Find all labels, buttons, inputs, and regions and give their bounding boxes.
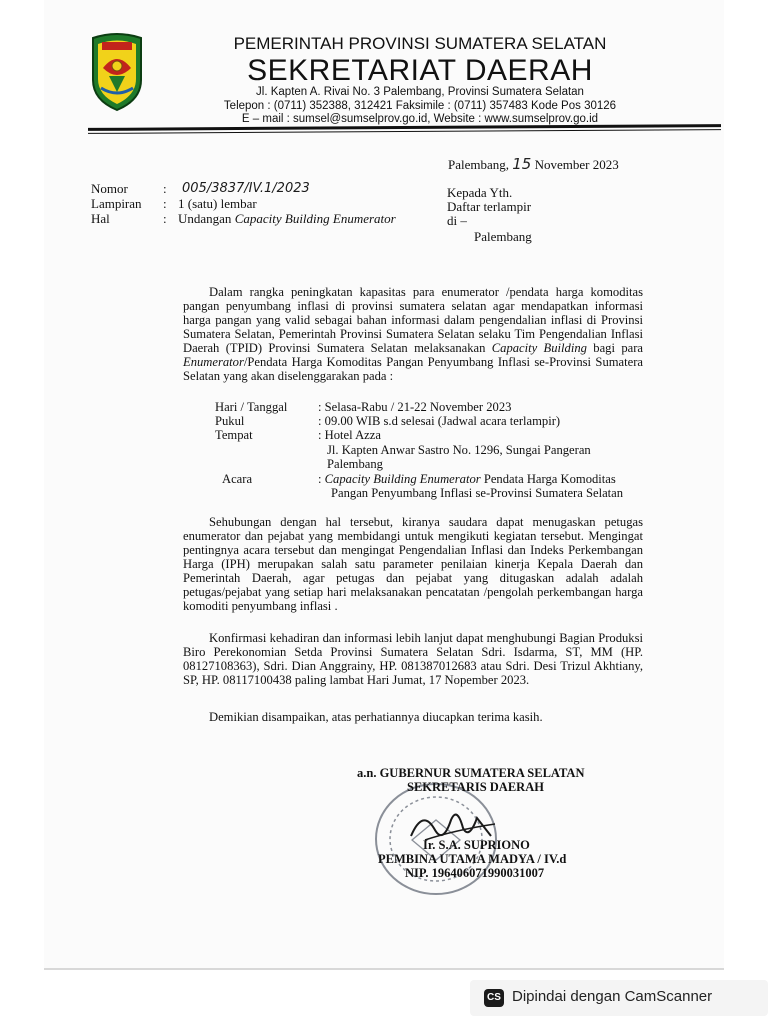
camscanner-text: Dipindai dengan CamScanner — [512, 988, 713, 1005]
hari-label: Hari / Tanggal — [215, 400, 288, 414]
hari-value: : Selasa-Rabu / 21-22 November 2023 — [318, 400, 512, 414]
signatory-rank: PEMBINA UTAMA MADYA / IV.d — [378, 852, 567, 866]
tempat-address-2: Palembang — [327, 457, 383, 471]
tempat-value: : Hotel Azza — [318, 428, 381, 442]
lampiran-label: Lampiran — [91, 196, 142, 211]
closing-sentence: Demikian disampaikan, atas perhatiannya diucapkan terima kasih. — [209, 710, 543, 724]
lampiran-value: 1 (satu) lembar — [178, 196, 257, 211]
signatory-title-1: a.n. GUBERNUR SUMATERA SELATAN — [357, 766, 585, 780]
body-paragraph-1: Dalam rangka peningkatan kapasitas para enumerator /pendata harga komoditas pangan penyumbang inflasi di provinsi sumatera selatan agar mendapatkan informasi harga pangan yang valid sebagai bahan informasi dalam pengendalian inflasi di Provinsi Sumatera Selatan, Pemerintah Provinsi Sumatera Selatan selaku Tim Pengendalian Inflasi Daerah (TPID) Provinsi Sumatera Selatan melaksanakan Capacity Building bagi para Enumerator/Pendata Harga Komoditas Pangan Penyumbang Inflasi se-Provinsi Sumatera Selatan yang akan diselenggarakan pada : — [183, 285, 643, 383]
pukul-label: Pukul — [215, 414, 245, 428]
handwritten-day: 15 — [512, 155, 532, 173]
recipient-line-4: Palembang — [474, 229, 532, 244]
tempat-label: Tempat — [215, 428, 253, 442]
pukul-value: : 09.00 WIB s.d selesai (Jadwal acara terlampir) — [318, 414, 561, 428]
body-paragraph-3: Konfirmasi kehadiran dan informasi lebih lanjut dapat menghubungi Bagian Produksi Biro Perekonomian Setda Provinsi Sumatera Selatan Sdri. Isdarma, ST, MM (HP. 08127108363), Sdri. Dian Anggrainy, HP. 081387012683 atau Sdri. Desi Trizul Akhtiany, SP, HP. 08117100438 paling lambat Hari Jumat, 17 Nopember 2023. — [183, 631, 643, 687]
acara-value-2: Pangan Penyumbang Inflasi se-Provinsi Sumatera Selatan — [331, 486, 624, 500]
letter-date: Palembang, 15 November 2023 — [448, 155, 619, 173]
nomor-label: Nomor — [91, 181, 128, 196]
nomor-value-handwritten: 005/3837/IV.1/2023 — [182, 181, 310, 196]
body-paragraph-2: Sehubungan dengan hal tersebut, kiranya saudara dapat menugaskan petugas enumerator dan pejabat yang membidangi untuk mengikuti kegiatan tersebut. Mengingat pentingnya acara tersebut dan mengingat Pengendalian Inflasi dan Indeks Perkembangan Harga (IPH) merupakan salah satu parameter penilaian kinerja Kepala Daerah dan Pemerintah Daerah, agar petugas dan pejabat yang ditugaskan adalah adalah petugas/pejabat yang setiap hari melaksanakan pencatatan /pengolah perkembangan harga komoditi penyumbang inflasi . — [183, 515, 643, 613]
recipient-line-3: di – — [447, 213, 467, 228]
page-edge — [44, 968, 724, 970]
phone-line: Telepon : (0711) 352388, 312421 Faksimile : (0711) 357483 Kode Pos 30126 — [223, 100, 617, 112]
camscanner-logo-icon: CS — [484, 989, 504, 1007]
signatory-nip: NIP. 196406071990031007 — [405, 866, 545, 880]
signatory-name: Ir. S.A. SUPRIONO — [423, 838, 530, 852]
tempat-address-1: Jl. Kapten Anwar Sastro No. 1296, Sungai Pangeran — [327, 443, 591, 457]
hal-value: Undangan Capacity Building Enumerator — [178, 211, 396, 226]
province-emblem-icon — [89, 32, 145, 112]
email-website-line: E – mail : sumsel@sumselprov.go.id, Website : www.sumselprov.go.id — [241, 113, 599, 125]
hal-label: Hal — [91, 211, 110, 226]
office-name: SEKRETARIAT DAERAH — [247, 54, 593, 87]
camscanner-watermark — [470, 980, 768, 1016]
acara-label: Acara — [222, 472, 253, 486]
acara-value: : Capacity Building Enumerator Pendata Harga Komoditas — [318, 472, 616, 486]
signatory-title-2: SEKRETARIS DAERAH — [407, 780, 544, 794]
recipient-line-2: Daftar terlampir — [447, 199, 532, 214]
address: Jl. Kapten A. Rivai No. 3 Palembang, Provinsi Sumatera Selatan — [256, 86, 584, 98]
gov-name: PEMERINTAH PROVINSI SUMATERA SELATAN — [233, 34, 607, 53]
recipient-line-1: Kepada Yth. — [447, 185, 513, 200]
